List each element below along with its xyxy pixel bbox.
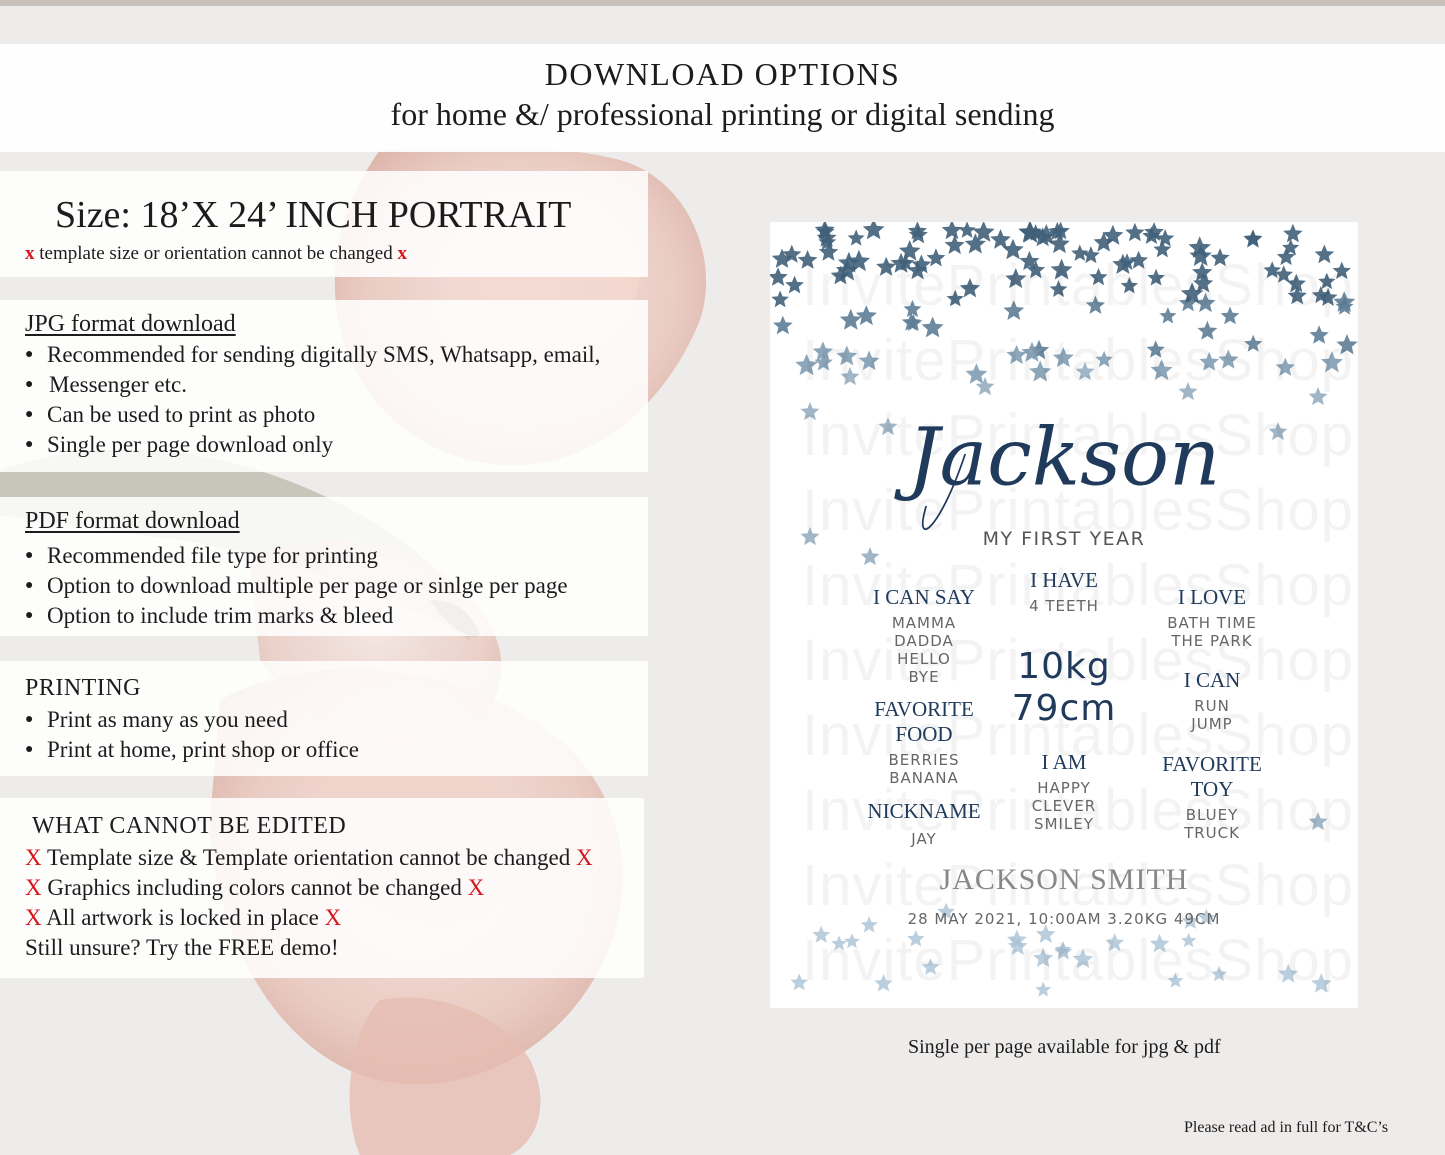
top-strip	[0, 0, 1445, 6]
header-band	[0, 44, 1445, 152]
pdf-panel	[0, 497, 648, 636]
cannot-edit-line	[25, 903, 593, 933]
i-love-item: THE PARK	[1171, 632, 1253, 650]
i-can-item: RUN	[1194, 697, 1230, 715]
page-title: DOWNLOAD OPTIONS	[544, 56, 901, 92]
i-can-item: JUMP	[1191, 715, 1233, 733]
can-say-item: HELLO	[897, 650, 951, 668]
pdf-heading: PDF format download	[25, 508, 240, 534]
list-item: ● Can be used to print as photo	[25, 400, 600, 430]
script-name	[770, 402, 1358, 532]
nickname-value: JAY	[911, 830, 937, 848]
list-item-continued: ● Messenger etc.	[25, 370, 600, 400]
can-say-item: BYE	[908, 668, 940, 686]
full-name: JACKSON SMITH	[939, 863, 1189, 896]
cannot-edit-text: All artwork is locked in place	[46, 905, 319, 930]
cannot-edit-line	[25, 873, 593, 903]
cannot-edit-panel	[0, 798, 644, 978]
list-item: ● Option to include trim marks & bleed	[25, 601, 568, 631]
list-item: ● Print as many as you need	[25, 705, 359, 735]
sign-subtitle: MY FIRST YEAR	[982, 528, 1146, 550]
milestone-sign-preview	[770, 222, 1358, 1008]
weight-value: 10kg	[1017, 646, 1111, 687]
i-love-item: BATH TIME	[1167, 614, 1257, 632]
i-love-block	[1114, 585, 1310, 650]
demo-line: Still unsure? Try the FREE demo!	[25, 935, 339, 960]
birth-details: 28 MAY 2021, 10:00AM 3.20KG 49CM	[907, 910, 1221, 928]
i-have-value: 4 TEETH	[1029, 597, 1099, 615]
x-mark: X	[575, 845, 593, 870]
printing-list	[25, 705, 359, 765]
can-say-item: MAMMA	[891, 614, 957, 632]
list-item: ● Recommended for sending digitally SMS, Whatsapp, email,	[25, 340, 600, 370]
can-say-heading: I CAN SAY	[873, 585, 975, 609]
preview-caption: Single per page available for jpg & pdf	[908, 1036, 1221, 1058]
cannot-edit-text: Graphics including colors cannot be changed	[47, 875, 462, 900]
favorite-toy-block	[1114, 752, 1310, 842]
i-can-heading: I CAN	[1183, 668, 1241, 692]
favorite-food-heading: FAVORITE	[874, 697, 974, 721]
list-item: ● Single per page download only	[25, 430, 600, 460]
i-am-item: SMILEY	[1034, 815, 1094, 833]
favorite-food-item: BERRIES	[888, 751, 960, 769]
sign-content	[770, 222, 1358, 1008]
height-value: 79cm	[1011, 688, 1117, 729]
x-mark: x	[397, 243, 407, 264]
favorite-toy-item: BLUEY	[1185, 806, 1239, 824]
list-item: ● Print at home, print shop or office	[25, 735, 359, 765]
i-am-item: CLEVER	[1031, 797, 1097, 815]
x-mark: X	[25, 845, 42, 870]
x-mark: x	[25, 243, 35, 264]
favorite-food-item: BANANA	[889, 769, 959, 787]
cannot-edit-heading: WHAT CANNOT BE EDITED	[32, 813, 347, 839]
x-mark: X	[324, 905, 342, 930]
x-mark: X	[467, 875, 485, 900]
favorite-toy-item: TRUCK	[1184, 824, 1240, 842]
jpg-panel	[0, 300, 648, 472]
x-mark: X	[25, 875, 42, 900]
i-am-heading: I AM	[1041, 750, 1087, 774]
cannot-edit-lines	[25, 843, 593, 963]
cannot-edit-line	[25, 843, 593, 873]
list-item: ● Recommended file type for printing	[25, 541, 568, 571]
i-am-item: HAPPY	[1037, 779, 1091, 797]
jpg-heading: JPG format download	[25, 311, 236, 337]
footnote: Please read ad in full for T&C’s	[1184, 1119, 1389, 1136]
pdf-list	[25, 541, 568, 631]
favorite-food-heading: FOOD	[895, 722, 953, 746]
i-have-heading: I HAVE	[1030, 568, 1098, 592]
favorite-toy-heading: TOY	[1190, 777, 1234, 801]
size-note	[25, 243, 407, 265]
x-mark: X	[25, 905, 42, 930]
list-item: ● Option to download multiple per page or sinlge per page	[25, 571, 568, 601]
i-can-block	[1114, 668, 1310, 733]
printing-panel	[0, 661, 648, 776]
printing-heading: PRINTING	[25, 675, 141, 701]
can-say-item: DADDA	[894, 632, 954, 650]
page-subtitle: for home &/ professional printing or digital sending	[390, 96, 1055, 132]
cannot-edit-text: Template size & Template orientation cannot be changed	[46, 845, 571, 870]
favorite-toy-heading: FAVORITE	[1162, 752, 1262, 776]
script-name-text: Jackson	[907, 410, 1221, 504]
size-title: Size: 18’X 24’ INCH PORTRAIT	[55, 194, 572, 236]
size-panel	[0, 171, 648, 277]
jpg-list	[25, 340, 600, 460]
size-note-text: template size or orientation cannot be changed	[39, 243, 393, 264]
i-love-heading: I LOVE	[1177, 585, 1247, 609]
nickname-heading: NICKNAME	[867, 799, 981, 823]
